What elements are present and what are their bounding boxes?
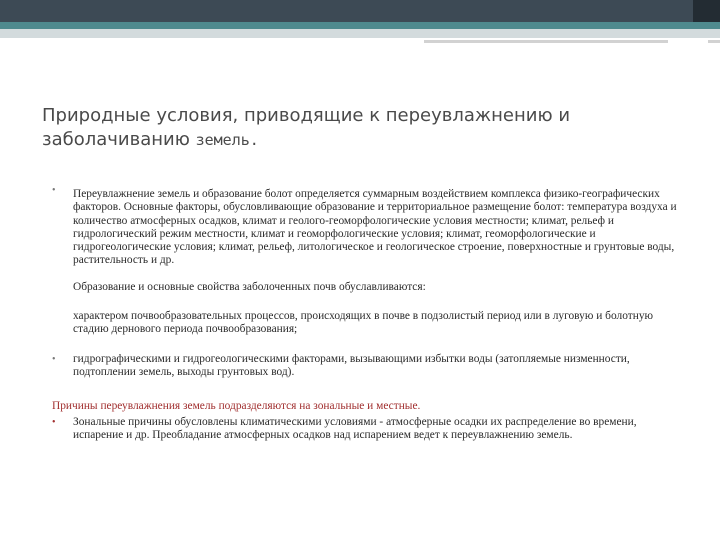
header-band-dark	[0, 0, 720, 22]
header-band-teal	[0, 22, 720, 29]
list-item	[52, 310, 680, 337]
paragraph-text: Образование и основные свойства заболоченных почв обуславливаются:	[73, 280, 426, 293]
header-band-light	[0, 29, 720, 38]
bullet-icon: •	[52, 353, 56, 365]
bullet-icon: •	[52, 416, 56, 428]
header-tab-dark	[693, 0, 720, 22]
slide-body	[52, 180, 680, 442]
list-item	[52, 416, 680, 443]
slide-title-tail: земель.	[195, 131, 259, 149]
section-heading	[52, 400, 680, 413]
slide-title	[42, 104, 682, 152]
paragraph-text: Причины переувлажнения земель подразделяются на зональные и местные.	[52, 400, 421, 413]
paragraph-text: гидрографическими и гидрогеологическими факторами, вызывающими избытки воды (затопляемые низменности, подтоплении земель, выходы грунтовых вод).	[73, 352, 630, 378]
bullet-icon: •	[52, 185, 56, 196]
list-item	[52, 353, 680, 380]
paragraph-text: характером почвообразовательных процессов, происходящих в почве в подзолистый период или в луговую и болотную стадию дернового периода почвообразования;	[73, 310, 654, 336]
accent-line-left	[424, 40, 668, 43]
list-item	[52, 281, 680, 294]
paragraph-text: Переувлажнение земель и образование болот определяется суммарным воздействием комплекса физико-географических факторов. Основные факторы, обусловливающие образование и территориальное размещение болот: температура воздуха и количество атмосферных осадков, климат и геолого-геоморфологические условия местности; климат, рельеф и гидрологический режим местности, климат и геоморфологические условия; климат, геоморфологические и гидрогеологические условия; климат, рельеф, литологическое и геологическое строение, поверхностные и грунтовые воды, растительность и др.	[73, 188, 677, 267]
list-item	[52, 185, 680, 268]
paragraph-text: Зональные причины обусловлены климатическими условиями - атмосферные осадки их распределение во времени, испарение и др. Преобладание атмосферных осадков над испарением ведет к переувлажнению земель.	[73, 415, 637, 441]
accent-line-right	[708, 40, 720, 43]
slide-title-main: Природные условия, приводящие к переувлажнению и заболачиванию	[42, 105, 571, 150]
